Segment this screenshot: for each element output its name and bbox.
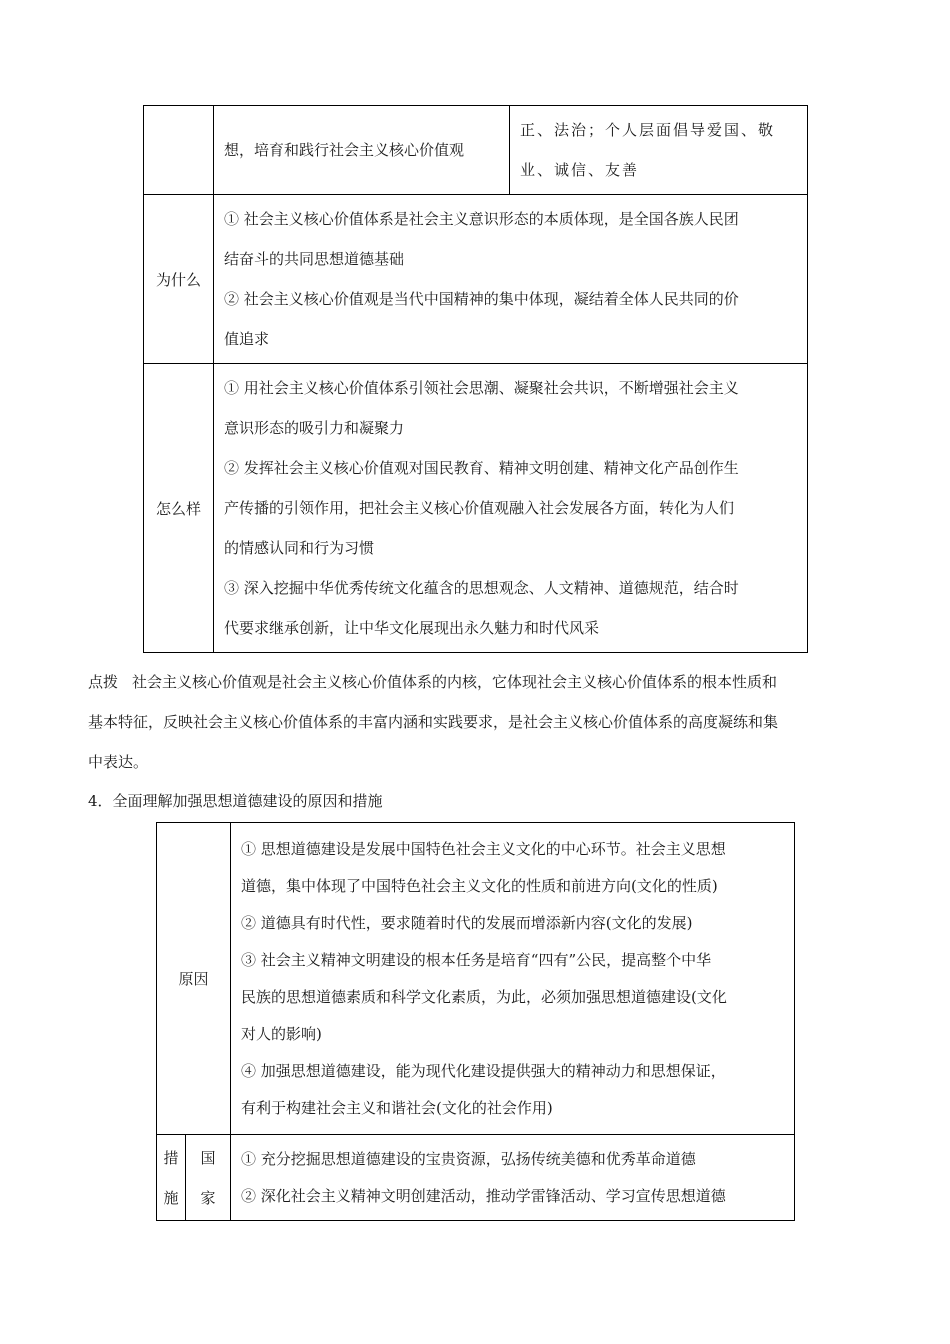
row-label	[157, 1135, 186, 1221]
values-table	[143, 105, 808, 653]
cell-text: 的情感认同和行为习惯	[224, 539, 375, 557]
cell-text: ③ 社会主义精神文明建设的根本任务是培育“四有”公民，提高整个中华	[241, 950, 712, 969]
content-cell	[214, 364, 808, 653]
cell-text: ② 道德具有时代性，要求随着时代的发展而增添新内容(文化的发展)	[241, 913, 693, 932]
cell-text: ① 充分挖掘思想道德建设的宝贵资源，弘扬传统美德和优秀革命道德	[241, 1149, 696, 1168]
cell-text: ③ 深入挖掘中华优秀传统文化蕴含的思想观念、人文精神、道德规范，结合时	[224, 579, 739, 597]
cell-text: 想，培育和践行社会主义核心价值观	[224, 141, 465, 159]
moral-construction-table	[156, 822, 795, 1221]
note-text: 中表达。	[88, 753, 149, 771]
cell-text: 业、诚信、友善	[520, 161, 640, 179]
row-label: 原因	[157, 823, 231, 1135]
content-cell	[231, 1135, 795, 1221]
cell-text: 代要求继承创新，让中华文化展现出永久魅力和时代风采	[224, 619, 600, 637]
content-cell	[231, 823, 795, 1135]
content-cell	[510, 106, 808, 195]
section-heading: 4．全面理解加强思想道德建设的原因和措施	[88, 792, 383, 810]
cell-text: 结奋斗的共同思想道德基础	[224, 250, 405, 268]
cell-text: 值追求	[224, 330, 270, 348]
note-text: 社会主义核心价值观是社会主义核心价值体系的内核，它体现社会主义核心价值体系的根本性质和	[132, 673, 778, 691]
cell-text: ① 社会主义核心价值体系是社会主义意识形态的本质体现，是全国各族人民团	[224, 210, 739, 228]
content-cell	[214, 106, 510, 195]
note-label: 点拨	[88, 673, 119, 691]
note-text: 基本特征，反映社会主义核心价值体系的丰富内涵和实践要求，是社会主义核心价值体系的高度凝练和集	[88, 713, 779, 731]
label-char: 施	[163, 1188, 179, 1207]
content-cell	[214, 195, 808, 364]
table-row	[157, 823, 795, 1135]
cell-text: 对人的影响)	[241, 1024, 322, 1043]
note-paragraph	[88, 662, 878, 782]
label-char: 家	[200, 1188, 216, 1207]
cell-text: 民族的思想道德素质和科学文化素质，为此，必须加强思想道德建设(文化	[241, 987, 727, 1006]
cell-text: 道德，集中体现了中国特色社会主义文化的性质和前进方向(文化的性质)	[241, 876, 718, 895]
table-row	[144, 195, 808, 364]
cell-text: ④ 加强思想道德建设，能为现代化建设提供强大的精神动力和思想保证，	[241, 1061, 726, 1080]
cell-text: 有利于构建社会主义和谐社会(文化的社会作用)	[241, 1098, 553, 1117]
cell-text: 正、法治；个人层面倡导爱国、敬	[520, 121, 776, 139]
empty-label-cell	[144, 106, 214, 195]
sub-label	[186, 1135, 231, 1221]
table-row	[157, 1135, 795, 1221]
cell-text: ① 用社会主义核心价值体系引领社会思潮、凝聚社会共识，不断增强社会主义	[224, 379, 739, 397]
cell-text: ② 发挥社会主义核心价值观对国民教育、精神文明创建、精神文化产品创作生	[224, 459, 739, 477]
row-label: 怎么样	[144, 364, 214, 653]
table-row	[144, 364, 808, 653]
cell-text: ② 深化社会主义精神文明创建活动，推动学雷锋活动、学习宣传思想道德	[241, 1186, 726, 1205]
label-char: 国	[200, 1148, 216, 1167]
cell-text: ② 社会主义核心价值观是当代中国精神的集中体现，凝结着全体人民共同的价	[224, 290, 739, 308]
cell-text: ① 思想道德建设是发展中国特色社会主义文化的中心环节。社会主义思想	[241, 839, 726, 858]
table-row	[144, 106, 808, 195]
cell-text: 意识形态的吸引力和凝聚力	[224, 419, 405, 437]
row-label: 为什么	[144, 195, 214, 364]
cell-text: 产传播的引领作用，把社会主义核心价值观融入社会发展各方面，转化为人们	[224, 499, 735, 517]
label-char: 措	[163, 1148, 179, 1167]
